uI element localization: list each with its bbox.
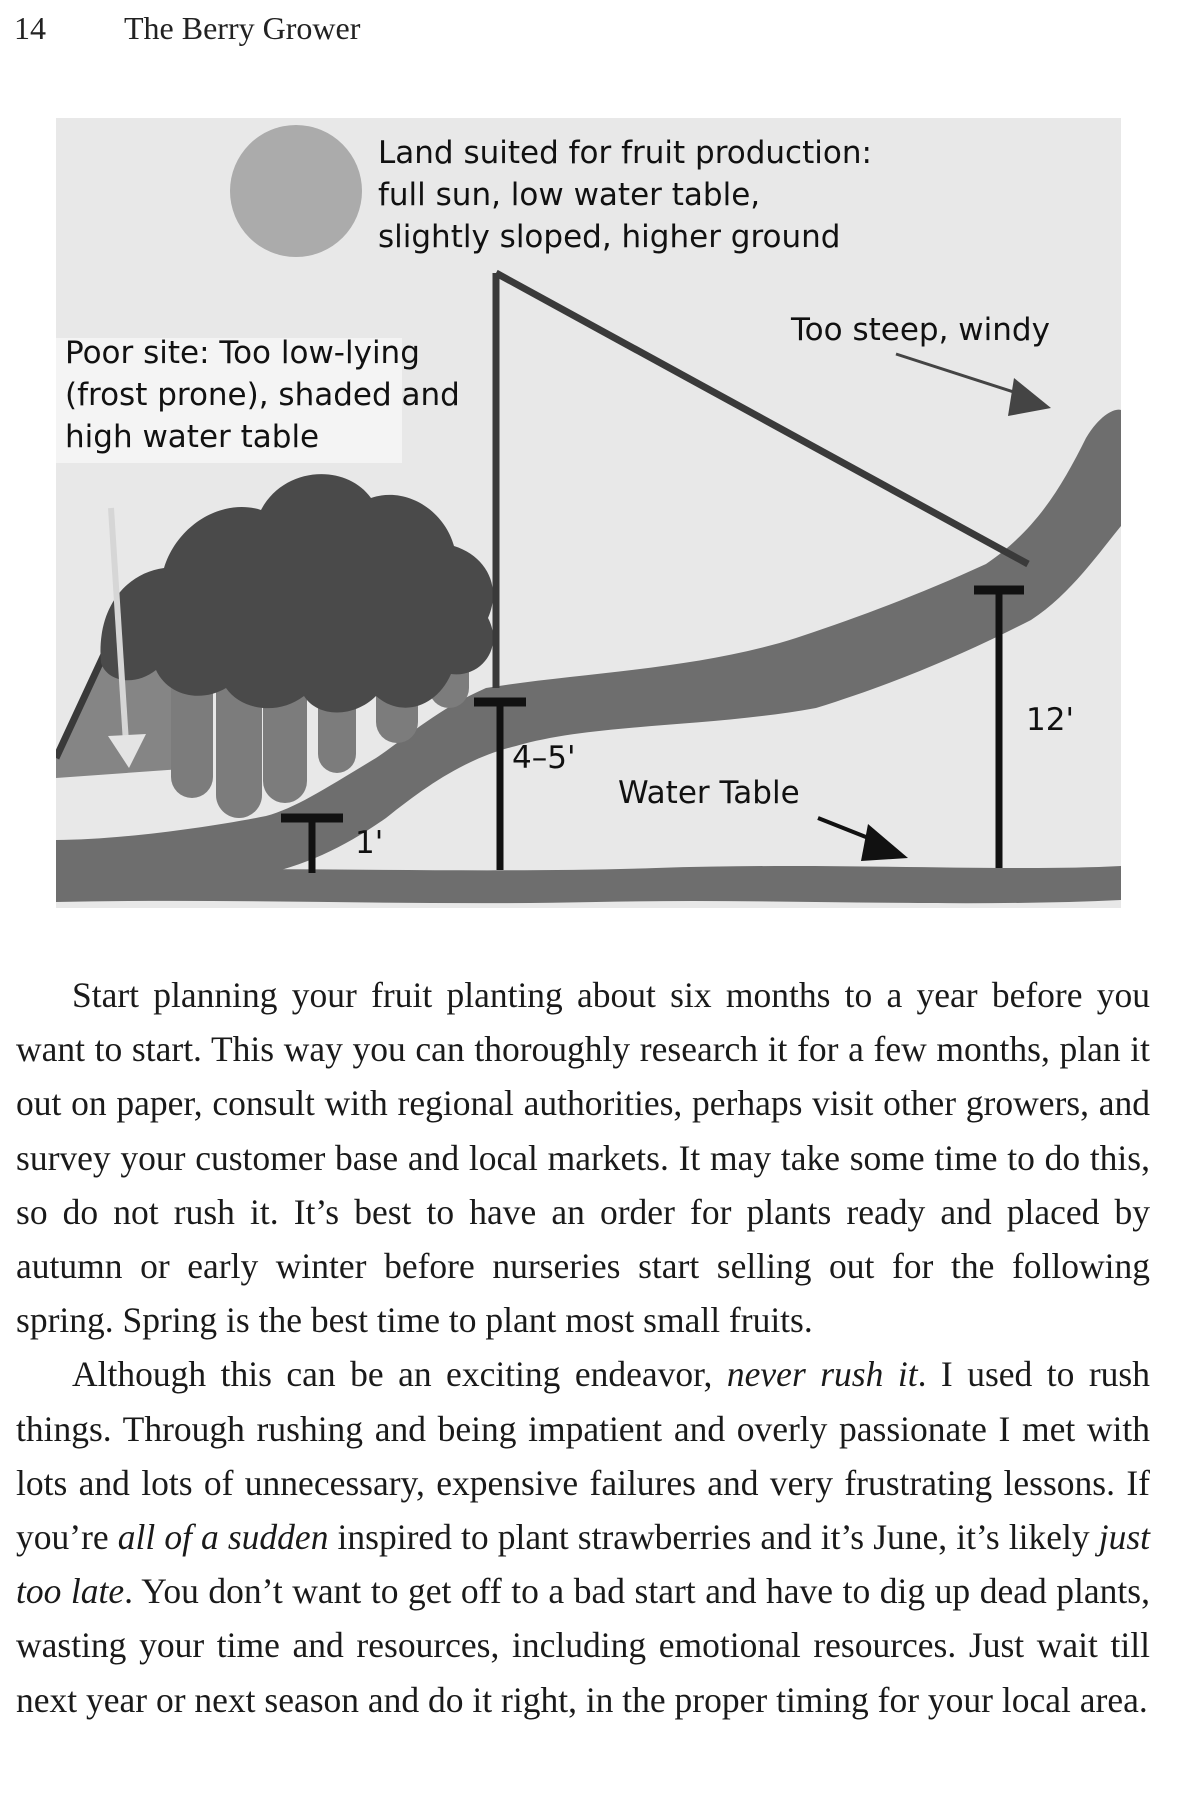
book-title: The Berry Grower bbox=[124, 10, 361, 46]
depth-label-low: 1' bbox=[355, 825, 384, 861]
running-head bbox=[14, 10, 360, 47]
paragraph-2-text: inspired to plant strawberries and it’s June, it’s likely bbox=[328, 1517, 1099, 1558]
water-table-label: Water Table bbox=[618, 775, 800, 811]
depth-label-high: 12' bbox=[1026, 702, 1074, 738]
good-site-label: Land suited for fruit production: full sun, low water table, slightly sloped, higher ground bbox=[378, 135, 872, 255]
water-table-band bbox=[56, 866, 1121, 903]
emphasis-all-of-a-sudden: all of a sudden bbox=[117, 1517, 329, 1558]
site-selection-figure bbox=[56, 118, 1121, 908]
body-text bbox=[16, 968, 1150, 1727]
steep-label: Too steep, windy bbox=[791, 312, 1050, 348]
paragraph-2-text: Although this can be an exciting endeavor, bbox=[72, 1354, 727, 1395]
page-number: 14 bbox=[14, 10, 46, 46]
paragraph-2-text: . I used to rush things. Through rushing and being impatient and overly passionate I met with lots and lots of unnecessary, expensive failures and very frustrating lessons. If you’re bbox=[16, 1354, 1151, 1558]
paragraph-2-text: . You don’t want to get off to a bad start and have to dig up dead plants, wasting your time and resources, including emotional resources. Just wait till next year or next season and do it right, in the proper timing for your local area. bbox=[16, 1571, 1150, 1720]
emphasis-just-too-late: just too late bbox=[16, 1517, 1150, 1612]
sun-icon bbox=[230, 125, 362, 257]
depth-label-mid: 4–5' bbox=[512, 740, 576, 776]
emphasis-never-rush: never rush it bbox=[726, 1354, 918, 1395]
poor-site-label: Poor site: Too low-lying (frost prone), shaded and high water table bbox=[65, 335, 460, 455]
paragraph-1: Start planning your fruit planting about six months to a year before you want to start. This way you can thoroughly research it for a few months, plan it out on paper, consult with regional authorities, perhaps visit other growers, and survey your customer base and local markets. It may take some time to do this, so do not rush it. It’s best to have an order for plants ready and placed by autumn or early winter before nurseries start selling out for the following spring. Spring is the best time to plant most small fruits. bbox=[16, 975, 1150, 1341]
paragraph-2 bbox=[16, 1347, 1150, 1726]
